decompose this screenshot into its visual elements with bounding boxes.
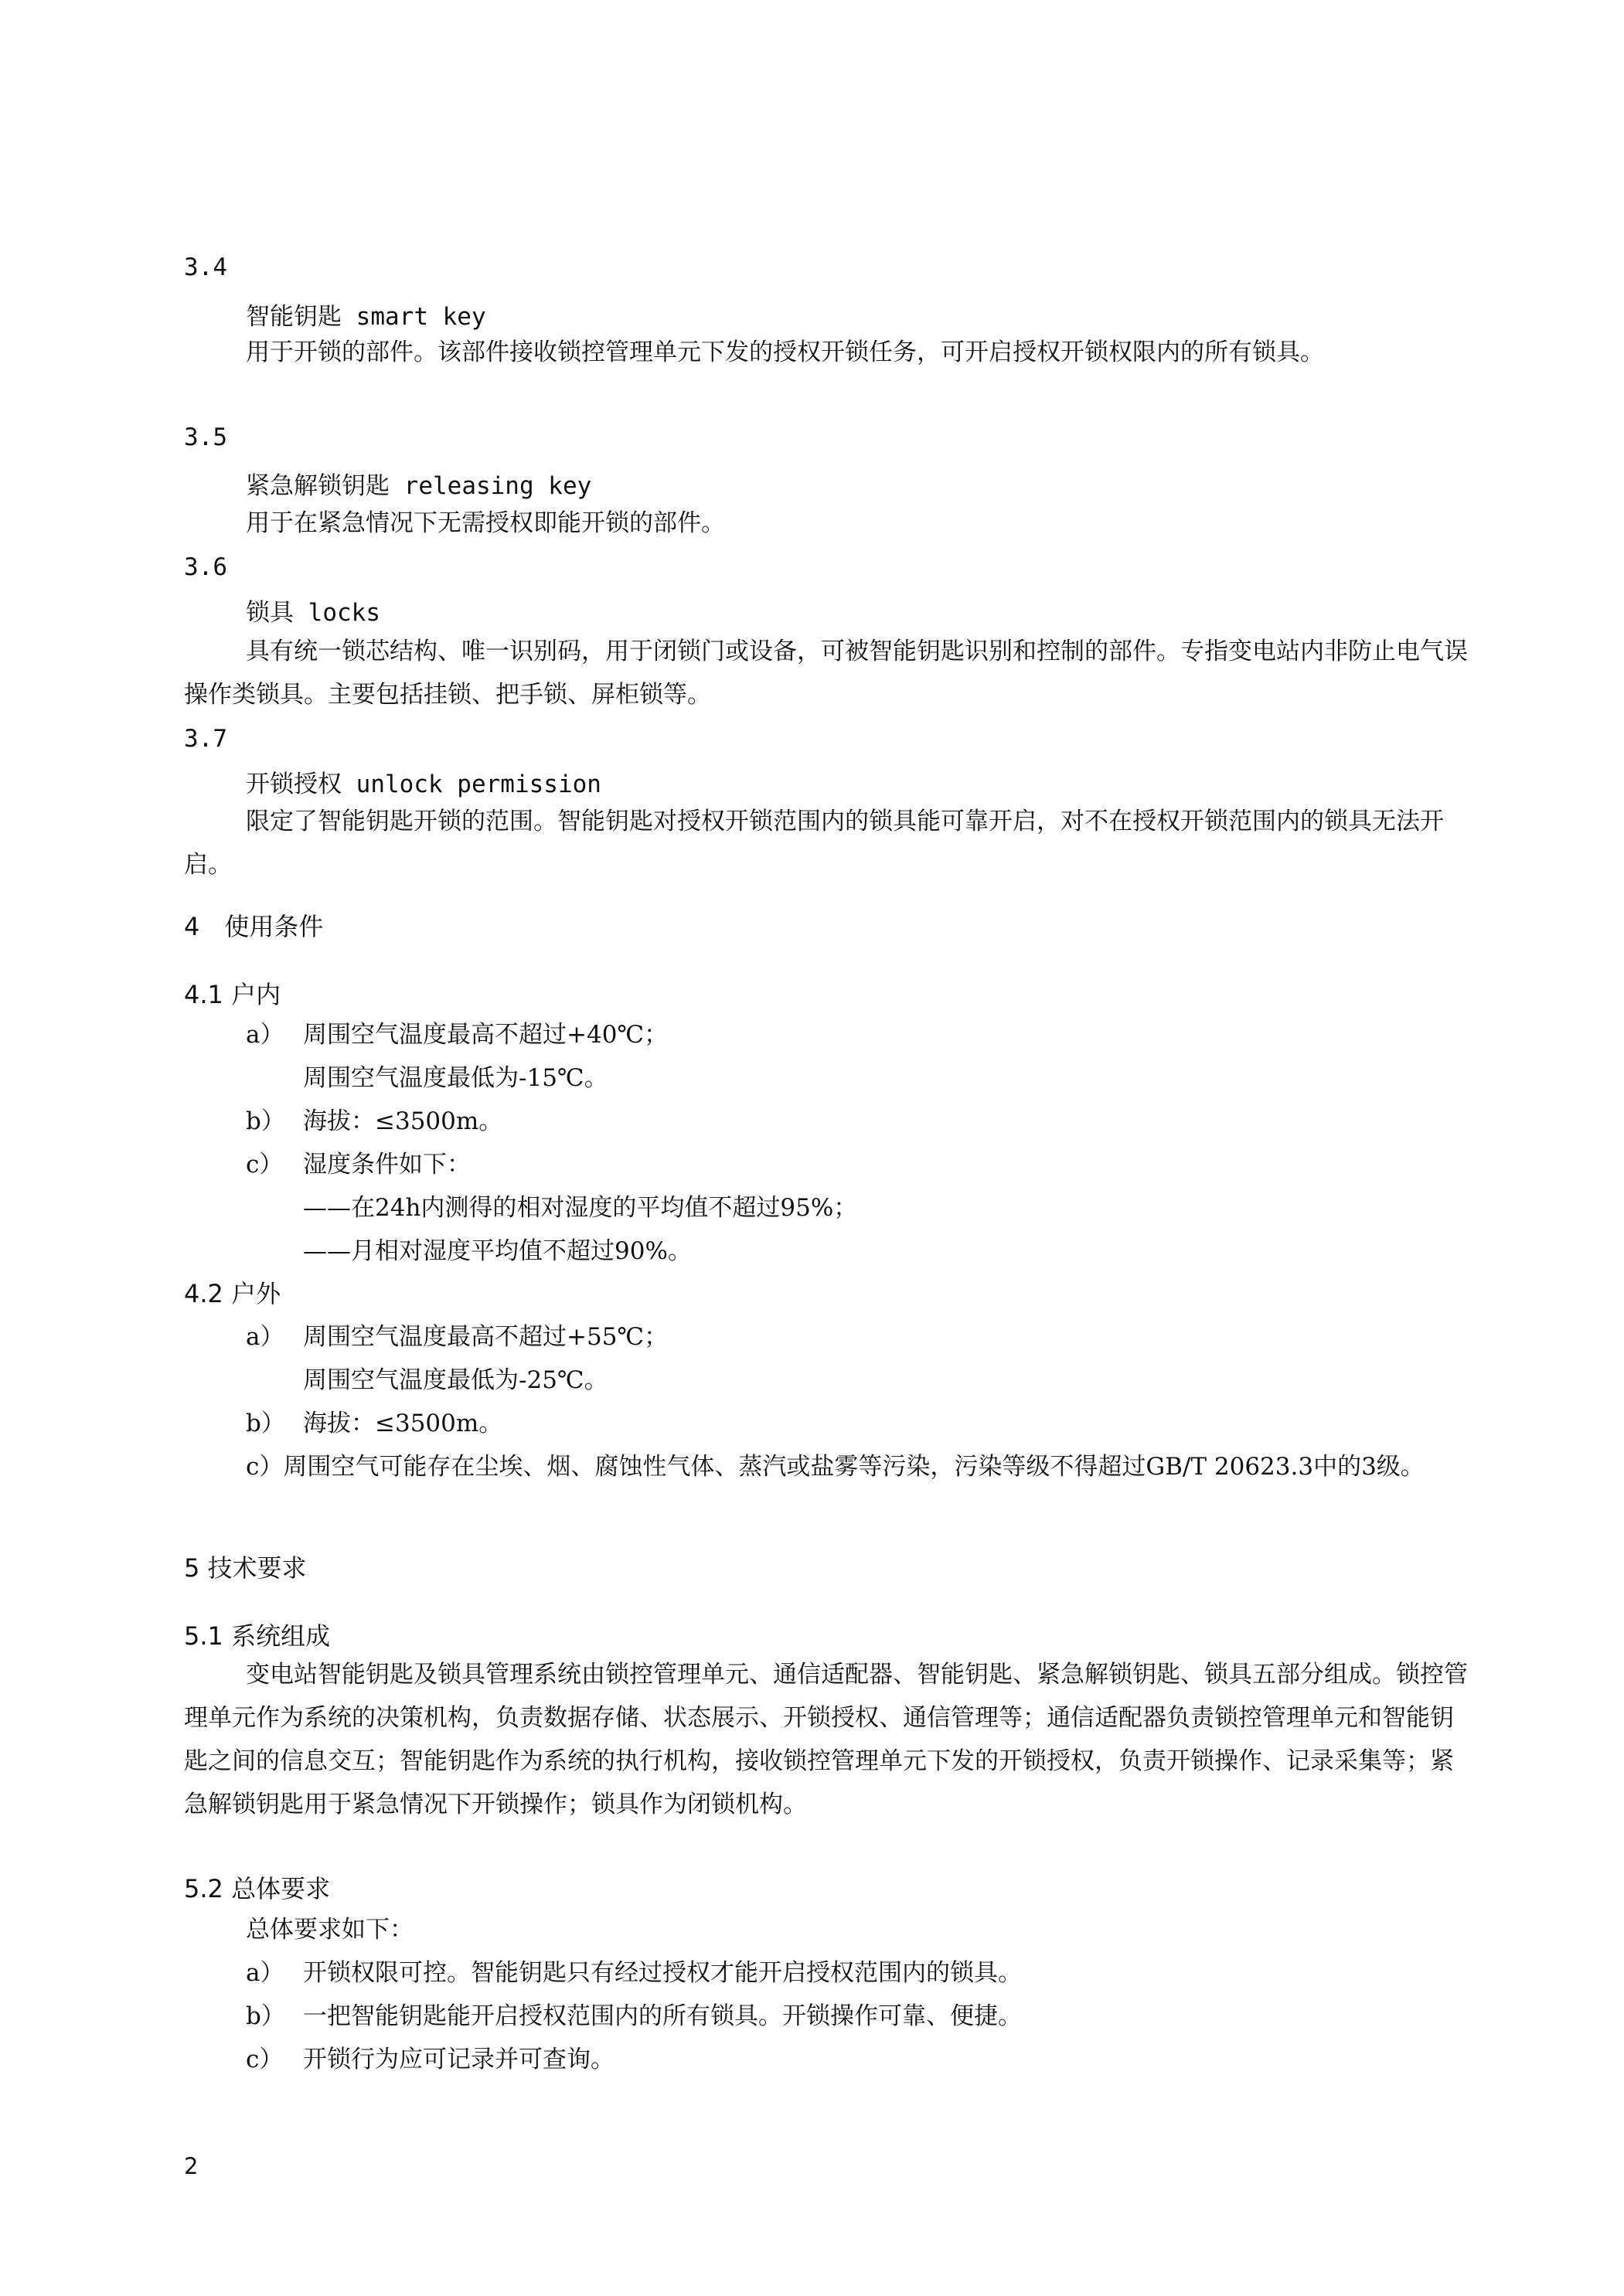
list-item-label: c） bbox=[246, 2046, 284, 2073]
list-item-text: 湿度条件如下： bbox=[303, 1151, 471, 1179]
subsection-heading: 5.1 系统组成 bbox=[184, 1621, 331, 1651]
list-item-label: a） bbox=[246, 1959, 284, 1987]
subsection-heading: 4.2 户外 bbox=[184, 1279, 281, 1308]
term-definition: 具有统一锁芯结构、唯一识别码，用于闭锁门或设备，可被智能钥匙识别和控制的部件。专指变电站内非防止电气误操作类锁具。主要包括挂锁、把手锁、屏柜锁等。 bbox=[184, 638, 1468, 709]
list-item-label: c） bbox=[246, 1151, 284, 1179]
term-definition: 限定了智能钥匙开锁的范围。智能钥匙对授权开锁范围内的锁具能可靠开启，对不在授权开锁范围内的锁具无法开启。 bbox=[184, 808, 1444, 879]
list-item-text: 开锁权限可控。智能钥匙只有经过授权才能开启授权范围内的锁具。 bbox=[303, 1959, 1022, 1987]
term-number: 3.4 bbox=[184, 253, 227, 281]
list-item-label: a） bbox=[246, 1323, 284, 1351]
list-item-label: b） bbox=[246, 2002, 285, 2030]
list-item-text: c）周围空气可能存在尘埃、烟、腐蚀性气体、蒸汽或盐雾等污染，污染等级不得超过GB/T 20623.3中的3级。 bbox=[246, 1453, 1425, 1481]
term-title: 锁具 locks bbox=[246, 599, 380, 627]
list-item-label: a） bbox=[246, 1021, 284, 1049]
list-item-text: 周围空气温度最高不超过+55℃； bbox=[303, 1323, 669, 1351]
section-heading: 5 技术要求 bbox=[184, 1553, 307, 1583]
term-definition: 用于开锁的部件。该部件接收锁控管理单元下发的授权开锁任务，可开启授权开锁权限内的所有锁具。 bbox=[246, 338, 1324, 366]
list-item-text: 一把智能钥匙能开启授权范围内的所有锁具。开锁操作可靠、便捷。 bbox=[303, 2002, 1022, 2030]
term-number: 3.6 bbox=[184, 553, 227, 581]
term-definition: 用于在紧急情况下无需授权即能开锁的部件。 bbox=[246, 509, 725, 537]
list-item-text: 周围空气温度最低为-25℃。 bbox=[303, 1366, 608, 1394]
list-item-text: 海拔：≤3500m。 bbox=[303, 1107, 503, 1135]
term-title: 紧急解锁钥匙 releasing key bbox=[246, 472, 592, 500]
term-number: 3.5 bbox=[184, 423, 227, 451]
list-item-text: 海拔：≤3500m。 bbox=[303, 1410, 503, 1437]
term-title: 开锁授权 unlock permission bbox=[246, 770, 601, 798]
subsection-heading: 4.1 户内 bbox=[184, 980, 281, 1009]
term-title: 智能钥匙 smart key bbox=[246, 303, 486, 331]
term-number: 3.7 bbox=[184, 725, 227, 753]
list-item-text: 周围空气温度最低为-15℃。 bbox=[303, 1064, 608, 1092]
paragraph: 变电站智能钥匙及锁具管理系统由锁控管理单元、通信适配器、智能钥匙、紧急解锁钥匙、锁具五部分组成。锁控管理单元作为系统的决策机构，负责数据存储、状态展示、开锁授权、通信管理等；通信适配器负责锁控管理单元和智能钥匙之间的信息交互；智能钥匙作为系统的执行机构，接收锁控管理单元下发的开锁授权，负责开锁操作、记录采集等；紧急解锁钥匙用于紧急情况下开锁操作；锁具作为闭锁机构。 bbox=[184, 1661, 1468, 1818]
page-number: 2 bbox=[184, 2153, 199, 2179]
list-item-text: 周围空气温度最高不超过+40℃； bbox=[303, 1021, 669, 1049]
paragraph: 总体要求如下： bbox=[246, 1916, 414, 1944]
list-item-text: ——在24h内测得的相对湿度的平均值不超过95%； bbox=[303, 1194, 858, 1222]
subsection-heading: 5.2 总体要求 bbox=[184, 1874, 331, 1903]
list-item-label: b） bbox=[246, 1107, 285, 1135]
section-heading: 4 使用条件 bbox=[184, 912, 324, 941]
list-item-label: b） bbox=[246, 1410, 285, 1437]
list-item-text: ——月相对湿度平均值不超过90%。 bbox=[303, 1237, 692, 1265]
list-item-text: 开锁行为应可记录并可查询。 bbox=[303, 2046, 615, 2073]
